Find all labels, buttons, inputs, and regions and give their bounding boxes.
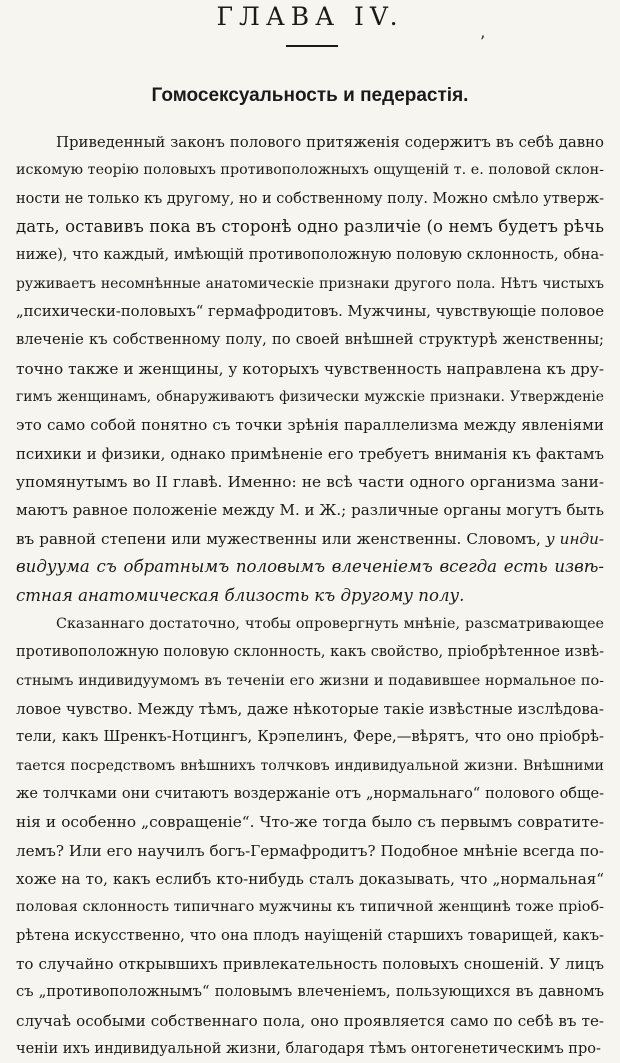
text-line	[16, 298, 604, 326]
text-line	[16, 610, 604, 638]
line-text: нія и особенно „совращеніе“. Что-же тогда было съ первымъ совратите-	[16, 813, 604, 832]
line-text: гимъ женщинамъ, обнаруживаютъ физически мужскіе признаки. Утвержденіе	[16, 389, 604, 406]
line-text: случаѣ особыми собственнаго пола, оно проявляется само по себѣ въ те-	[16, 1011, 604, 1030]
line-text: въ равной степени или мужественны или женственны. Словомъ,	[16, 529, 541, 548]
text-line	[16, 922, 604, 950]
line-text: ности не только къ другому, но и собственному полу. Можно смѣло утверж-	[16, 190, 604, 207]
text-line	[16, 752, 604, 780]
emphasis-text: у инди-	[545, 529, 604, 548]
text-line	[16, 865, 604, 893]
text-line	[16, 723, 604, 751]
text-line	[16, 355, 604, 383]
text-line	[16, 553, 604, 581]
text-line	[16, 808, 604, 836]
chapter-heading: ГЛАВА IV.	[216, 2, 404, 31]
body-text	[16, 128, 604, 1063]
line-text: ченіи ихъ индивидуальной жизни, благодаря тѣмъ онтогенетическимъ про-	[16, 1041, 601, 1057]
line-text: ниже), что каждый, имѣющій противоположную половую склонность, обна-	[16, 247, 604, 264]
line-text: тели, какъ Шренкъ-Нотцингъ, Крэпелинъ, Фере,—вѣрятъ, что оно пріобрѣ-	[16, 728, 604, 746]
section-title: Гомосексуальность и педерастія.	[151, 85, 469, 106]
emphasis-text: видуума съ обратнымъ половымъ влеченіемъ всегда есть извѣ-	[16, 557, 604, 577]
text-line	[16, 326, 604, 354]
text-line	[16, 496, 604, 524]
stray-mark: ’	[480, 32, 486, 51]
line-text: же толчками они считаютъ воздержаніе отъ „нормальнаго“ полового обще-	[16, 785, 604, 802]
text-line	[16, 780, 604, 808]
text-line	[16, 638, 604, 666]
line-text: психики и физики, однако примѣненіе его требуетъ вниманія къ фактамъ	[16, 444, 604, 463]
line-text: упомянутымъ во II главѣ. Именно: не всѣ части одного организма зани-	[16, 473, 604, 492]
text-line	[16, 156, 604, 184]
text-line	[16, 128, 604, 156]
text-line	[16, 667, 604, 695]
line-text: дать, оставивъ пока въ сторонѣ одно различіе (о немъ будетъ рѣчь	[16, 217, 604, 237]
line-text: тается посредствомъ внѣшнихъ толчковъ индивидуальной жизни. Внѣшними	[16, 757, 604, 774]
line-text: влеченіе къ собственному полу, по своей внѣшней структурѣ женственны;	[16, 331, 604, 349]
line-text: рѣтена искусственно, что она плодъ науіщеній старшихъ товарищей, какъ-	[16, 926, 604, 944]
text-line	[16, 950, 604, 978]
heading-rule	[286, 45, 338, 47]
line-text: лемъ? Или его научилъ богъ-Гермафродитъ? Подобное мнѣніе всегда по-	[16, 841, 604, 860]
line-text: маютъ равное положеніе между М. и Ж.; различные органы могутъ быть	[16, 501, 604, 520]
text-line	[16, 1007, 604, 1035]
line-text: то случайно открывшихъ привлекательность половыхъ сношеній. У лицъ	[16, 954, 604, 973]
line-text: стнымъ индивидуумомъ въ теченіи его жизни и подавившее нормальное по-	[16, 672, 604, 689]
line-text: хоже на то, какъ еслибъ кто-нибудь сталъ доказывать, что „нормальная“	[16, 869, 604, 888]
text-line	[16, 978, 604, 1006]
text-line	[16, 440, 604, 468]
line-text: Приведенный законъ полового притяженія содержитъ въ себѣ давно	[56, 133, 604, 151]
line-text: ловое чувство. Между тѣмъ, даже нѣкоторые такіе извѣстные изслѣдова-	[16, 699, 604, 718]
text-line	[16, 468, 604, 496]
text-line	[16, 270, 604, 298]
text-line	[16, 383, 604, 411]
text-line	[16, 1035, 604, 1063]
text-line	[16, 695, 604, 723]
line-text: половая склонность типичнаго мужчины къ типичной женщинѣ тоже пріоб-	[16, 899, 604, 916]
emphasis-text: стная анатомическая близость къ другому полу.	[16, 585, 465, 605]
text-line	[16, 241, 604, 269]
text-line	[16, 893, 604, 921]
text-line	[16, 525, 604, 553]
line-text: съ „противоположнымъ“ половымъ влеченіемъ, пользующихся въ давномъ	[16, 983, 604, 1001]
line-text: искомую теорію половыхъ противоположныхъ ощущеній т. е. половой склон-	[16, 162, 604, 179]
line-text: точно также и женщины, у которыхъ чувственность направлена къ дру-	[16, 359, 604, 378]
text-line	[16, 213, 604, 241]
text-line	[16, 837, 604, 865]
text-line	[16, 582, 604, 610]
text-line	[16, 185, 604, 213]
line-text: руживаетъ несомнѣнные анатомическіе признаки другого пола. Нѣтъ чистыхъ	[16, 275, 604, 292]
line-text: Сказаннаго достаточно, чтобы опровергнуть мнѣніе, разсматривающее	[56, 615, 604, 632]
text-line	[16, 411, 604, 439]
line-text: это само собой понятно съ точки зрѣнія параллелизма между явленіями	[16, 416, 604, 435]
line-text: противоположную половую склонность, какъ свойство, пріобрѣтенное извѣ-	[16, 644, 604, 661]
line-text: „психически-половыхъ“ гермафродитовъ. Мужчины, чувствующіе половое	[16, 303, 604, 321]
